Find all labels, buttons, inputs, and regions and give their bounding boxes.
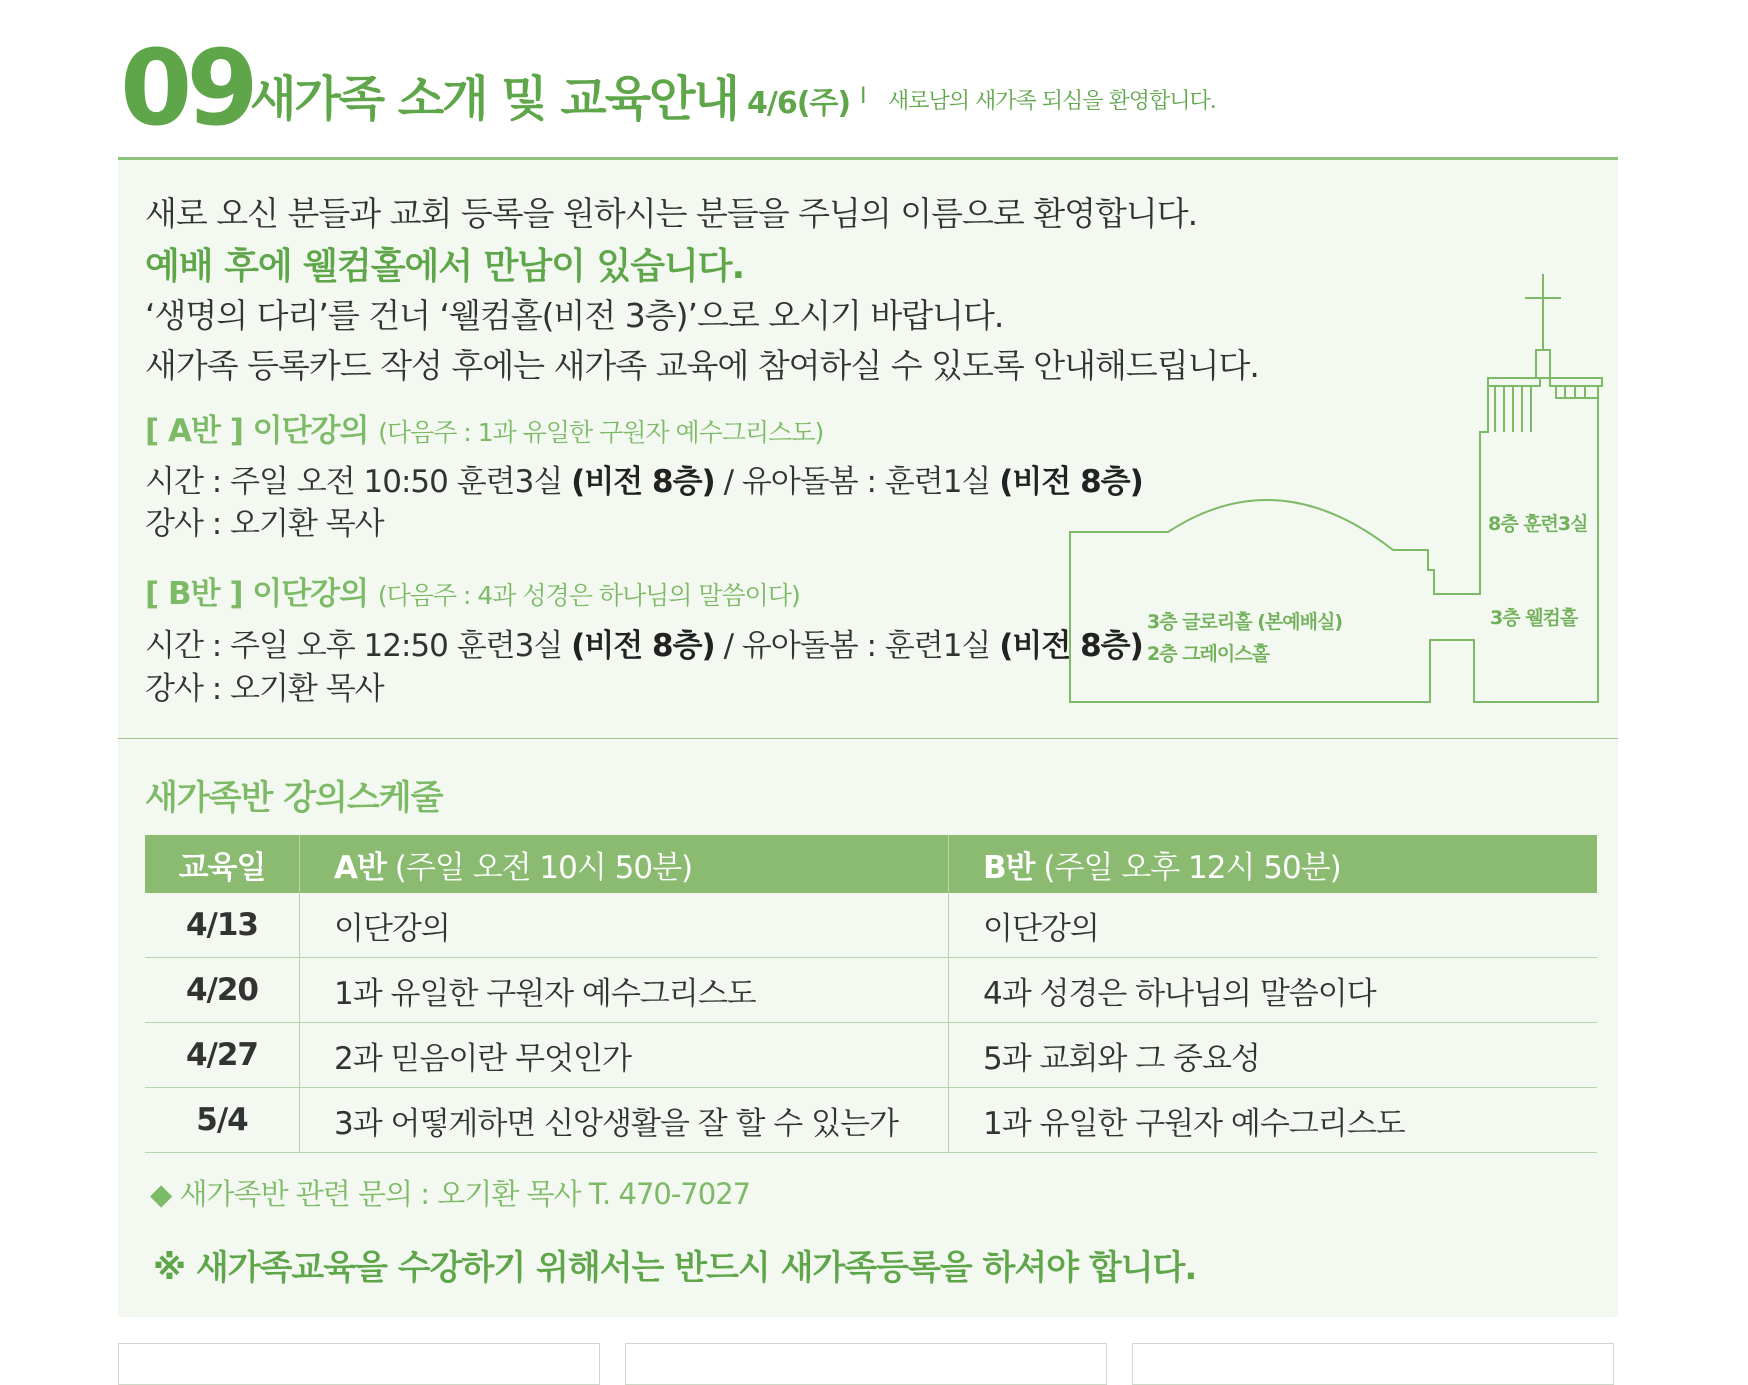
row-date: 4/20 — [145, 958, 300, 1023]
intro-line-1: 새로 오신 분들과 교회 등록을 원하시는 분들을 주님의 이름으로 환영합니다. — [145, 194, 1198, 233]
header-separator: I — [860, 84, 867, 109]
class-a-time — [145, 456, 1143, 501]
class-b-time — [145, 620, 1143, 665]
class-a-title-text: [ A반 ] 이단강의 — [145, 413, 369, 449]
inquiry-contact: ◆ 새가족반 관련 문의 : 오기환 목사 T. 470-7027 — [150, 1177, 751, 1211]
label-3f-welcome: 3층 웰컴홀 — [1490, 607, 1578, 629]
header-date: 교육일 — [145, 835, 300, 893]
row-a-lesson: 2과 믿음이란 무엇인가 — [300, 1023, 949, 1088]
bottom-card-3 — [1132, 1343, 1614, 1385]
section-header — [120, 27, 1620, 149]
class-b-care-label: / 유아돌봄 : 훈련1실 — [723, 628, 991, 664]
class-a-note: (다음주 : 1과 유일한 구원자 예수그리스도) — [378, 418, 824, 447]
class-b-title-text: [ B반 ] 이단강의 — [145, 576, 369, 612]
label-2f: 2층 그레이스홀 — [1147, 643, 1269, 665]
label-8f: 8층 훈련3실 — [1488, 513, 1588, 535]
header-b — [949, 835, 1598, 893]
header-welcome: 새로남의 새가족 되심을 환영합니다. — [888, 89, 1216, 114]
schedule-title: 새가족반 강의스케줄 — [145, 778, 443, 818]
bottom-card-2 — [625, 1343, 1107, 1385]
header-a-sub: (주일 오전 10시 50분) — [385, 849, 693, 886]
section-date: 4/6(주) — [747, 86, 851, 121]
intro-line-4: 새가족 등록카드 작성 후에는 새가족 교육에 참여하실 수 있도록 안내해드립니다. — [145, 346, 1259, 385]
row-date: 4/27 — [145, 1023, 300, 1088]
header-b-main: B반 — [983, 849, 1035, 886]
header-a-main: A반 — [334, 849, 386, 886]
row-b-lesson: 4과 성경은 하나님의 말씀이다 — [949, 958, 1598, 1023]
table-row — [145, 1088, 1597, 1153]
class-a-care-location: (비전 8층) — [999, 464, 1143, 500]
class-a-care-label: / 유아돌봄 : 훈련1실 — [723, 464, 991, 500]
bottom-card-1 — [118, 1343, 600, 1385]
section-divider — [118, 738, 1618, 739]
intro-line-3: ‘생명의 다리’를 건너 ‘웰컴홀(비전 3층)’으로 오시기 바랍니다. — [145, 296, 1004, 335]
table-row — [145, 893, 1597, 958]
row-date: 4/13 — [145, 893, 300, 958]
class-a-time-label: 시간 : 주일 오전 10:50 훈련3실 — [145, 464, 563, 500]
class-a-teacher: 강사 : 오기환 목사 — [145, 506, 384, 542]
class-b-teacher: 강사 : 오기환 목사 — [145, 671, 384, 707]
class-b-time-location: (비전 8층) — [571, 628, 715, 664]
table-row — [145, 1023, 1597, 1088]
row-a-lesson: 1과 유일한 구원자 예수그리스도 — [300, 958, 949, 1023]
row-b-lesson: 5과 교회와 그 중요성 — [949, 1023, 1598, 1088]
class-b-note: (다음주 : 4과 성경은 하나님의 말씀이다) — [377, 581, 800, 610]
row-date: 5/4 — [145, 1088, 300, 1153]
registration-notice: ※ 새가족교육을 수강하기 위해서는 반드시 새가족등록을 하셔야 합니다. — [153, 1248, 1197, 1288]
class-a-title — [145, 405, 823, 450]
row-b-lesson: 이단강의 — [949, 893, 1598, 958]
class-b-time-label: 시간 : 주일 오후 12:50 훈련3실 — [145, 628, 563, 664]
class-b-title — [145, 568, 800, 613]
row-b-lesson: 1과 유일한 구원자 예수그리스도 — [949, 1088, 1598, 1153]
class-a-time-location: (비전 8층) — [571, 464, 715, 500]
schedule-header-row — [145, 835, 1597, 893]
intro-highlight: 예배 후에 웰컴홀에서 만남이 있습니다. — [145, 246, 745, 287]
schedule-table — [145, 835, 1597, 1153]
building-illustration — [1068, 270, 1608, 706]
header-b-sub: (주일 오후 12시 50분) — [1034, 849, 1341, 886]
class-b-care-location: (비전 8층) — [999, 628, 1143, 664]
row-a-lesson: 이단강의 — [300, 893, 949, 958]
label-3f-glory: 3층 글로리홀 (본예배실) — [1147, 611, 1343, 633]
section-number: 09 — [120, 27, 253, 149]
row-a-lesson: 3과 어떻게하면 신앙생활을 잘 할 수 있는가 — [300, 1088, 949, 1153]
section-title: 새가족 소개 및 교육안내 — [250, 71, 738, 127]
table-row — [145, 958, 1597, 1023]
header-a — [300, 835, 949, 893]
